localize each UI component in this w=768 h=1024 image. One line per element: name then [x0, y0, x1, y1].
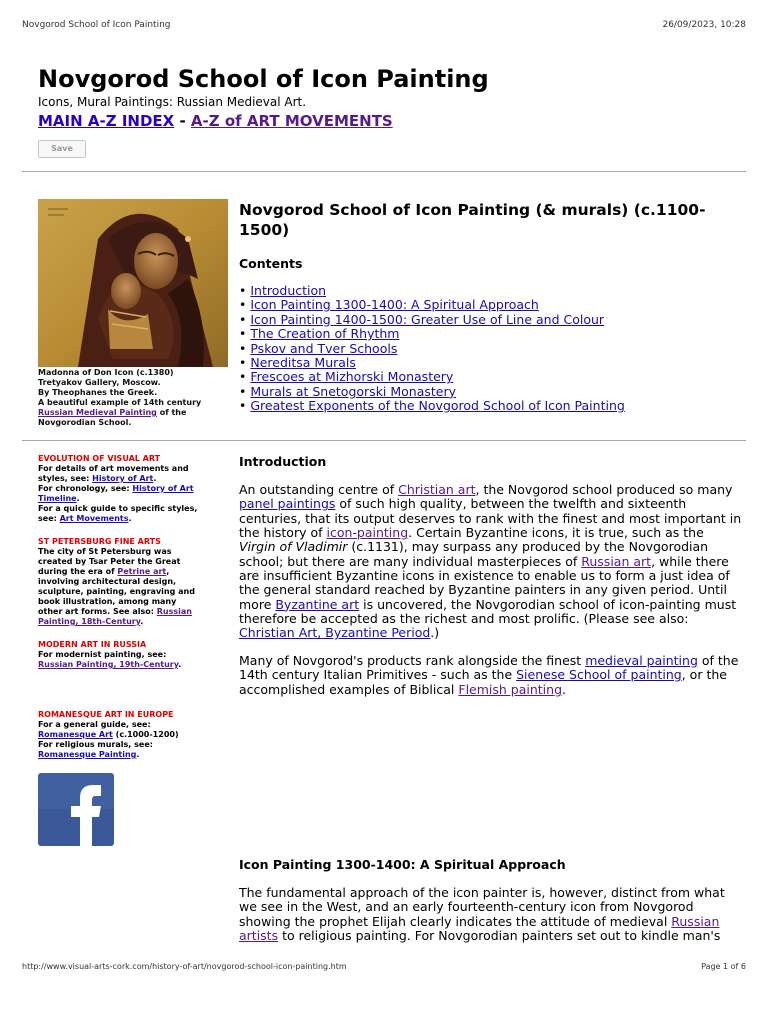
top-nav — [38, 112, 738, 130]
paragraph-text: . Certain Byzantine icons, it is true, such as the — [408, 525, 704, 541]
sidebar-copy: For a quick guide to specific styles, see: — [38, 504, 198, 523]
caption-line — [38, 398, 228, 428]
toc-item — [239, 313, 739, 327]
page-title: Novgorod School of Icon Painting — [38, 65, 489, 93]
russian-medieval-painting-link[interactable]: Russian Medieval Painting — [38, 408, 157, 417]
toc-link[interactable]: Introduction — [250, 283, 327, 298]
sidebar-copy: . — [178, 660, 182, 669]
russian-artists-link[interactable]: Russian artists — [239, 913, 720, 944]
paragraph-text: . — [562, 681, 566, 697]
sidebar-copy: , involving architectural design, sculpture, painting, engraving and book illustration, among many other art forms. See also: — [38, 567, 195, 616]
sidebar-copy: . — [76, 494, 80, 503]
caption-text: A beautiful example of 14th century — [38, 398, 202, 407]
toc-item — [239, 342, 739, 356]
intro-paragraph-2 — [239, 654, 744, 697]
sidebar-text — [38, 547, 198, 627]
print-footer — [22, 962, 746, 971]
toc-link[interactable]: The Creation of Rhythm — [250, 326, 400, 342]
paragraph-text: , or the accomplished examples of Biblical — [239, 667, 727, 697]
sidebar-copy: For details of art movements and styles, see: — [38, 464, 189, 483]
title-block — [38, 64, 738, 130]
christian-art-byzantine-link[interactable]: Christian Art, Byzantine Period — [239, 625, 431, 641]
save-button[interactable]: Save — [38, 140, 86, 158]
sidebar-text — [38, 650, 198, 670]
introduction-heading: Introduction — [239, 454, 327, 469]
toc-item — [239, 284, 739, 298]
sidebar-heading: EVOLUTION OF VISUAL ART — [38, 454, 161, 463]
sidebar-heading: ROMANESQUE ART IN EUROPE — [38, 710, 174, 719]
table-of-contents — [239, 284, 739, 414]
sidebar-copy: . — [153, 474, 157, 483]
toc-item — [239, 399, 739, 413]
history-of-art-timeline-link[interactable]: History of Art Timeline — [38, 484, 194, 503]
panel-paintings-link[interactable]: panel paintings — [239, 496, 336, 512]
caption-line: Tretyakov Gallery, Moscow. — [38, 378, 161, 387]
toc-link[interactable]: Nereditsa Murals — [250, 355, 356, 371]
divider-top — [22, 171, 746, 172]
paragraph-text: .) — [430, 625, 440, 641]
madonna-icon-image — [38, 199, 228, 367]
print-header — [22, 20, 746, 30]
madonna-icon-painting — [38, 199, 228, 367]
sidebar-romanesque — [38, 710, 198, 760]
russian-art-link[interactable]: Russian art — [581, 553, 652, 569]
sidebar-copy: For modernist painting, see: — [38, 650, 167, 659]
sidebar-text — [38, 464, 198, 484]
image-caption — [38, 368, 228, 428]
sidebar-text — [38, 740, 198, 760]
christian-art-link[interactable]: Christian art — [398, 482, 476, 497]
toc-item — [239, 370, 739, 384]
facebook-icon[interactable] — [38, 773, 114, 846]
toc-item — [239, 298, 739, 312]
romanesque-art-link[interactable]: Romanesque Art — [38, 730, 113, 739]
sidebar-copy: . — [140, 617, 144, 626]
spiritual-paragraph-1 — [239, 886, 744, 943]
petrine-art-link[interactable]: Petrine art — [117, 567, 167, 576]
history-of-art-link[interactable]: History of Art — [92, 474, 154, 483]
main-index-link[interactable]: MAIN A-Z INDEX — [38, 112, 175, 130]
facebook-f-glyph — [38, 773, 114, 846]
toc-link[interactable]: Greatest Exponents of the Novgorod School of Icon Painting — [250, 398, 625, 414]
paragraph-text: An outstanding centre of — [239, 482, 399, 497]
caption-line: Madonna of Don Icon (c.1380) — [38, 368, 174, 377]
sidebar-copy: . — [128, 514, 132, 523]
paragraph-text: to religious painting. For Novgorodian painters set out to kindle man's — [278, 928, 721, 944]
art-movements-sidebar-link[interactable]: Art Movements — [59, 514, 129, 523]
toc-link[interactable]: Frescoes at Mizhorski Monastery — [250, 369, 454, 385]
paragraph-text: , while there are insufficient Byzantine icons in existence to enable us to form a just idea of the general standard reached by Byzantine painters in any given period. Until more — [239, 553, 730, 612]
flemish-painting-link[interactable]: Flemish painting — [458, 681, 563, 697]
sidebar-copy: For religious murals, see: — [38, 740, 153, 749]
virgin-of-vladimir-title: Virgin of Vladimir — [239, 539, 348, 555]
sidebar-evolution — [38, 454, 198, 524]
sidebar-copy: The city of St Petersburg was created by Tsar Peter the Great during the era of — [38, 547, 181, 576]
toc-link[interactable]: Icon Painting 1400-1500: Greater Use of Line and Colour — [250, 311, 605, 327]
sidebar-text — [38, 484, 198, 504]
print-page-title: Novgorod School of Icon Painting — [22, 20, 171, 30]
medieval-painting-link[interactable]: medieval painting — [585, 653, 698, 668]
spiritual-approach-heading: Icon Painting 1300-1400: A Spiritual Approach — [239, 857, 566, 872]
paragraph-text: of such high quality, between the twelfth and sixteenth centuries, that its output deserves to rank with the finest and most important in the history of — [239, 496, 742, 541]
toc-item — [239, 356, 739, 370]
art-movements-link[interactable]: A-Z of ART MOVEMENTS — [190, 112, 393, 130]
caption-line: By Theophanes the Greek. — [38, 388, 158, 397]
caption-text: of the Novgorodian School. — [38, 408, 187, 427]
sidebar-text — [38, 504, 198, 524]
sidebar-copy: For chronology, see: — [38, 484, 133, 493]
sidebar-st-petersburg — [38, 537, 198, 627]
sidebar-copy: . — [136, 750, 140, 759]
toc-link[interactable]: Murals at Snetogorski Monastery — [250, 383, 457, 399]
contents-heading: Contents — [239, 256, 303, 271]
toc-item — [239, 327, 739, 341]
toc-item — [239, 385, 739, 399]
intro-paragraph-1 — [239, 483, 744, 641]
sidebar-heading: MODERN ART IN RUSSIA — [38, 640, 147, 649]
paragraph-text: (c.1131), may surpass any produced by the Novgorodian school; but there are many individual masterpieces of — [239, 539, 709, 569]
sidebar-copy: (c.1000-1200) — [112, 730, 179, 739]
russian-painting-19th-link[interactable]: Russian Painting, 19th-Century — [38, 660, 179, 669]
paragraph-text: The fundamental approach of the icon painter is, however, distinct from what we see in the West, and an early fourteenth-century icon from Novgorod showing the prophet Elijah clearly indicates the attitude of medieval — [239, 885, 725, 929]
sidebar-text — [38, 720, 198, 740]
romanesque-painting-link[interactable]: Romanesque Painting — [38, 750, 137, 759]
nav-separator: - — [174, 112, 191, 130]
article-title: Novgorod School of Icon Painting (& murals) (c.1100-1500) — [239, 201, 706, 239]
russian-painting-18th-link[interactable]: Russian Painting, 18th-Century — [38, 607, 192, 626]
toc-link[interactable]: Pskov and Tver Schools — [250, 340, 398, 356]
print-url: http://www.visual-arts-cork.com/history-of-art/novgorod-school-icon-painting.htm — [22, 962, 347, 971]
page-number: Page 1 of 6 — [701, 962, 746, 971]
paragraph-text: of the 14th century Italian Primitives - such as the — [239, 653, 739, 683]
divider-middle — [22, 440, 746, 441]
icon-painting-link[interactable]: icon-painting — [326, 525, 409, 541]
toc-link[interactable]: Icon Painting 1300-1400: A Spiritual Approach — [250, 297, 539, 313]
sienese-school-link[interactable]: Sienese School of painting — [516, 667, 682, 683]
sidebar-heading: ST PETERSBURG FINE ARTS — [38, 537, 161, 546]
print-datetime: 26/09/2023, 10:28 — [662, 20, 746, 30]
page-subtitle: Icons, Mural Paintings: Russian Medieval Art. — [38, 95, 307, 109]
paragraph-text: is uncovered, the Novgorodian school of icon-painting must therefore be accepted as the richest and most prolific. (Please see also: — [239, 596, 737, 627]
byzantine-art-link[interactable]: Byzantine art — [275, 596, 360, 612]
sidebar-copy: For a general guide, see: — [38, 720, 151, 729]
sidebar-modern-art — [38, 640, 198, 670]
paragraph-text: Many of Novgorod's products rank alongside the finest — [239, 653, 586, 668]
paragraph-text: , the Novgorod school produced so many — [475, 482, 733, 497]
